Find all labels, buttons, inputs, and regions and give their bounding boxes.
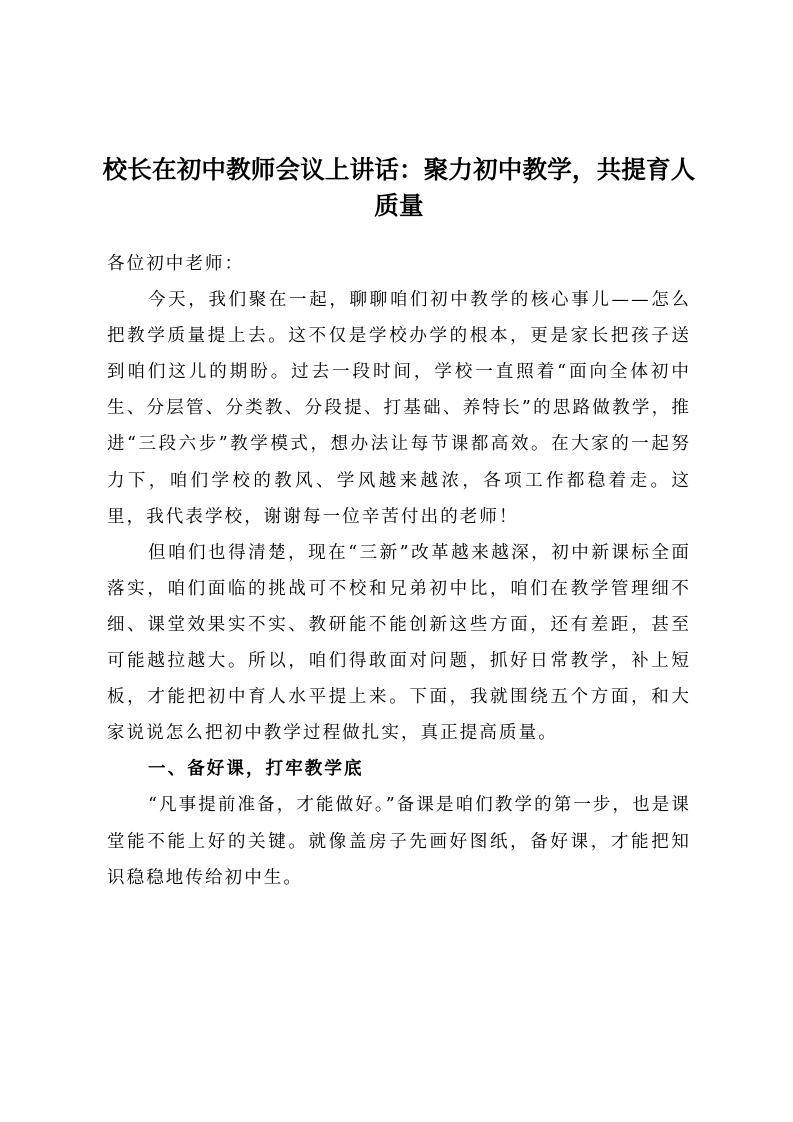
paragraph-intro: 今天，我们聚在一起，聊聊咱们初中教学的核心事儿——怎么把教学质量提上去。这不仅是学校办学的根本，更是家长把孩子送到咱们这儿的期盼。过去一段时间，学校一直照着“面向全体初中生、分层管、分类教、分段提、打基础、养特长”的思路做教学，推进“三段六步”教学模式，想办法让每节课都高效。在大家的一起努力下，咱们学校的教风、学风越来越浓，各项工作都稳着走。这里，我代表学校，谢谢每一位辛苦付出的老师！ — [107, 290, 691, 527]
document-body — [107, 246, 691, 896]
section-heading-1: 一、备好课，打牢教学底 — [148, 759, 364, 780]
document-title: 校长在初中教师会议上讲话：聚力初中教学，共提育人质量 — [102, 155, 696, 220]
section-1-paragraph: “凡事提前准备，才能做好。”备课是咱们教学的第一步，也是课堂能不能上好的关键。就像盖房子先画好图纸，备好课，才能把知识稳稳地传给初中生。 — [107, 795, 691, 888]
paragraph-challenges: 但咱们也得清楚，现在“三新”改革越来越深，初中新课标全面落实，咱们面临的挑战可不校和兄弟初中比，咱们在教学管理细不细、课堂效果实不实、教研能不能创新这些方面，还有差距，甚至可能越拉越大。所以，咱们得敢面对问题，抓好日常教学，补上短板，才能把初中育人水平提上来。下面，我就围绕五个方面，和大家说说怎么把初中教学过程做扎实，真正提高质量。 — [107, 542, 691, 744]
salutation: 各位初中老师： — [107, 254, 245, 274]
